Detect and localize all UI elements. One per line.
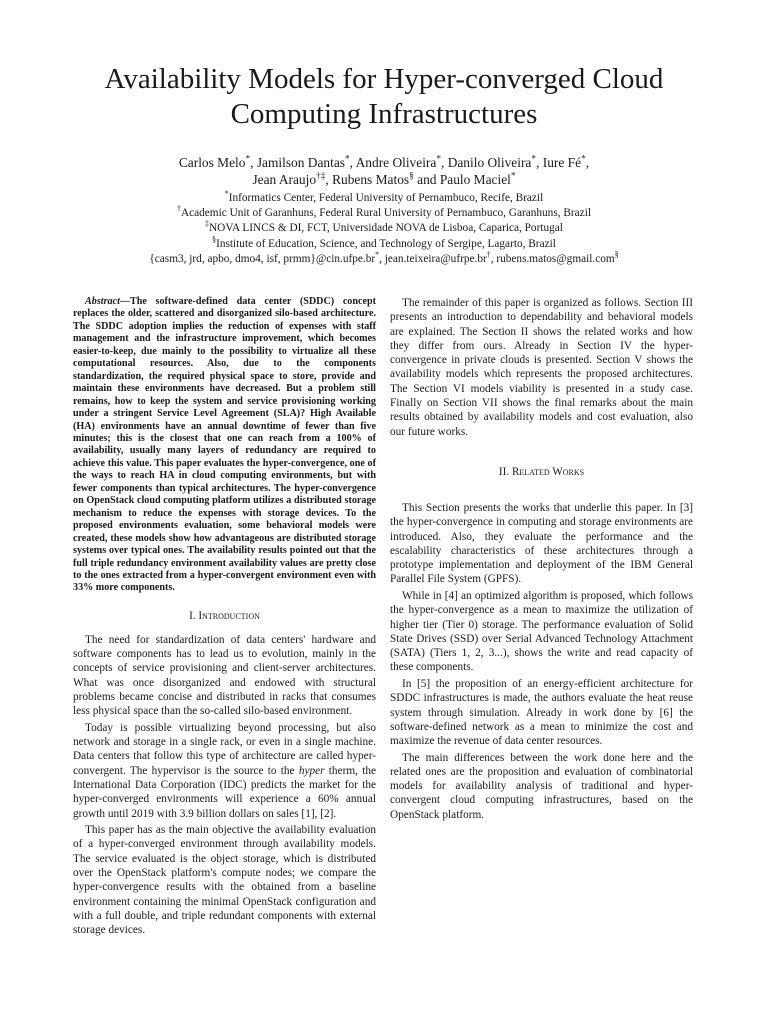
affiliation-garanhuns: †Academic Unit of Garanhuns, Federal Rural University of Pernambuco, Garanhuns, Brazil: [177, 204, 591, 220]
related-paragraph-1: This Section presents the works that underlie this paper. In [3] the hyper-convergence in computing and storage environments are introduced. Also, they evaluate the performance and the escalability characteristics of these architectures through a prototype implementation and deployment of the IBM General Parallel File System (GPFS).: [390, 501, 693, 586]
right-column: [390, 296, 693, 824]
paper-title: Availability Models for Hyper-converged Cloud Computing Infrastructures: [104, 63, 664, 130]
section-title: Introduction: [198, 609, 260, 622]
section-number: I.: [189, 609, 196, 622]
intro-paragraph-2-text-a: Today is possible virtualizing beyond processing, but also network and storage in a single rack, or even in a single machine. Data centers that follow this type of architecture are called hyper-convergent. The hypervisor is the source to the: [73, 721, 376, 777]
abstract-text: —The software-defined data center (SDDC) concept replaces the older, scattered and disorganized silo-based architecture. The SDDC adoption implies the reduction of expenses with staff management and the infrastructure improvement, which becomes easier-to-keep, due mainly to the possibility to virtualize all these computational resources. Also, due to the components standardization, the required physical space to store, provide and maintain these environments have decreased. But a problem still remains, how to keep the system and service provisioning working under a stringent Service Level Agreement (SLA)? High Available (HA) environments have an annual downtime of fewer than five minutes; this is the closest that one can reach from a 100% of availability, usually many layers of redundancy are required to achieve this value. This paper evaluates the hyper-convergence, one of the ways to reach HA in cloud computing environments, but with fewer components than typical architectures. The hyper-convergence on OpenStack cloud computing platform utilizes a distributed storage mechanism to reduce the expenses with storage devices. To the proposed environments evaluation, some behavioral models were created, these models show how advantageous are distributed storage systems over typical ones. The availability results pointed out that the full triple redundancy environment availability values are pretty close to the ones extracted from a hyper-convergent environment even with 33% more components.: [73, 296, 376, 594]
intro-paragraph-1: The need for standardization of data centers' hardware and software components has to lead us to evolution, mainly in the concepts of service provisioning and client-server architectures. What was once disorganized and endowed with structural problems became concise and distributed in racks that consumes less physical space than the so-called silo-based environment.: [73, 633, 376, 718]
affiliation-informatics-center: *Informatics Center, Federal University of Pernambuco, Recife, Brazil: [224, 189, 544, 204]
section-heading-introduction: [73, 609, 376, 623]
section-heading-related-works: [390, 465, 693, 479]
intro-paragraph-2-text-b: therm, the International Data Corporation (IDC) predicts the market for the hyper-converged environments will experience a 60% annual growth until 2019 with 3.9 billion dollars on sales [1], [2].: [73, 764, 377, 820]
intro-paragraph-3: This paper has as the main objective the availability evaluation of a hyper-converged environment through availability models. The service evaluated is the object storage, which is distributed over the OpenStack platform's compute nodes; we compare the hyper-convergence results with the obtained from a baseline environment containing the minimal OpenStack configuration and with a full double, and triple redundant components with external storage devices.: [73, 824, 376, 937]
affiliation-sergipe: §Institute of Education, Science, and Technology of Sergipe, Lagarto, Brazil: [212, 234, 556, 250]
affiliation-nova-lincs: ‡NOVA LINCS & DI, FCT, Universidade NOVA de Lisboa, Caparica, Portugal: [205, 219, 563, 235]
abstract-label: Abstract: [85, 296, 120, 307]
affiliations: [30, 191, 738, 267]
section-title: Related Works: [511, 465, 585, 478]
author-emails: {casm3, jrd, apbo, dmo4, isf, prmm}@cin.ufpe.br*, jean.teixeira@ufrpe.br†, rubens.matos@gmail.com§: [149, 250, 619, 265]
related-paragraph-2: While in [4] an optimized algorithm is proposed, which follows the hyper-convergence as a mean to maximize the utilization of higher tier (Tier 0) storage. The performance evaluation of Solid State Drives (SSD) over Serial Advanced Technology Attachment (SATA) (Tiers 1, 2, 3...), shows the write and read capacity of these components.: [390, 589, 693, 674]
intro-paragraph-2-emphasis: hyper: [298, 764, 325, 777]
section-number: II.: [498, 465, 510, 478]
related-paragraph-3: In [5] the proposition of an energy-efficient architecture for SDDC infrastructures is made, the authors evaluate the heat reuse system through simulation. Already in work done by [6] the software-defined network as a mean to minimize the cost and maximize the revenue of data center resources.: [390, 677, 693, 748]
author-list: [40, 154, 728, 188]
related-paragraph-4: The main differences between the work done here and the related ones are the proposition and evaluation of combinatorial models for availability analysis of traditional and hyper-convergent cloud computing infrastructures, based on the OpenStack platform.: [390, 751, 693, 821]
author-line-1: Carlos Melo*, Jamilson Dantas*, Andre Oliveira*, Danilo Oliveira*, Iure Fé*,: [178, 154, 590, 170]
intro-paragraph-2: [73, 721, 376, 821]
intro-paragraph-4: The remainder of this paper is organized as follows. Section III presents an introduction to dependability and behavioral models are explained. The Section II shows the related works and how they differ from ours. Already in Section IV the hyper-convergence in private clouds is presented. Section V shows the availability models which represents the proposed architectures. The Section VI models viability is presented in a study case. Finally on Section VII shows the final remarks about the main results obtained by availability models and cost evaluation, also our future works.: [390, 297, 693, 438]
author-line-2: Jean Araujo†‡, Rubens Matos§ and Paulo Maciel*: [252, 171, 516, 187]
left-column: [73, 296, 376, 940]
abstract: [73, 296, 376, 595]
